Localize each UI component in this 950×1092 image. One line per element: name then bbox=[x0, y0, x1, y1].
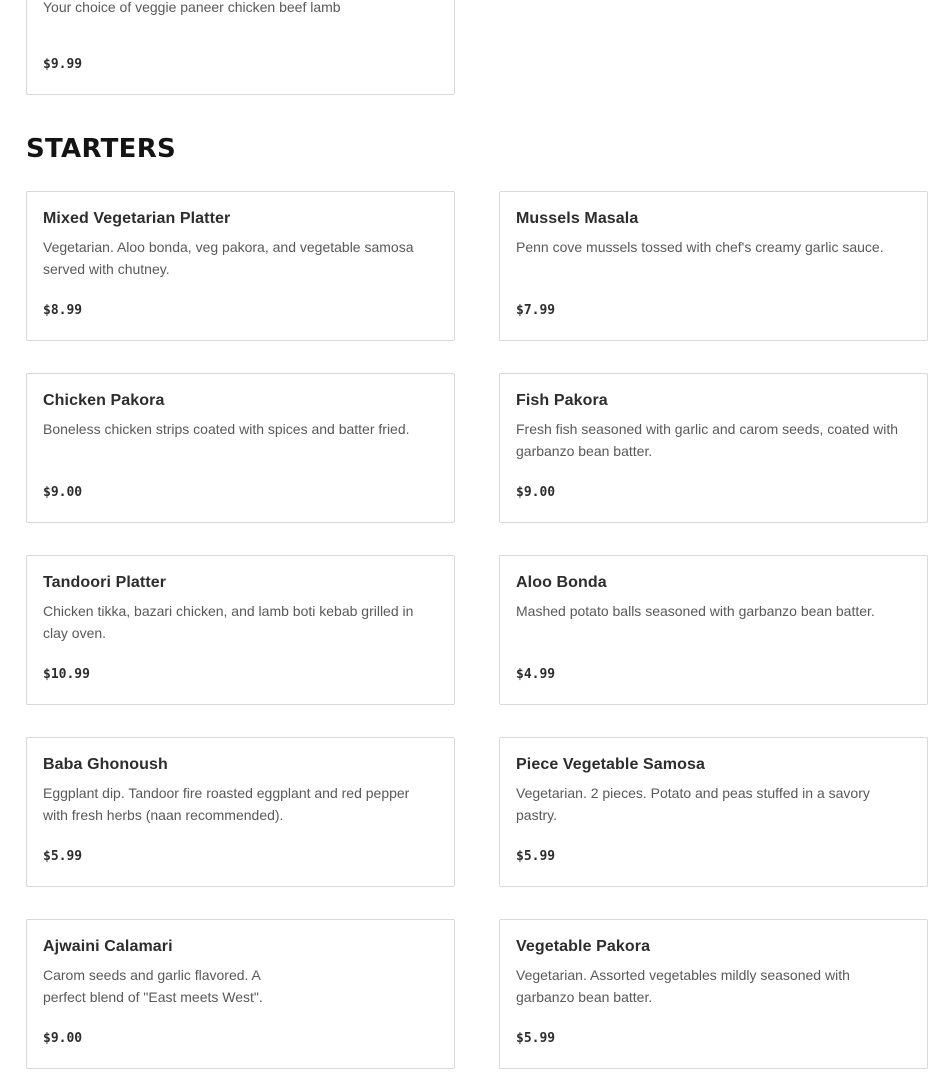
menu-item-card[interactable] bbox=[26, 373, 455, 523]
menu-item-price: $9.00 bbox=[516, 485, 556, 500]
menu-item-name: Chicken Pakora bbox=[43, 392, 165, 409]
menu-item-card[interactable] bbox=[26, 919, 455, 1069]
menu-item-price: $8.99 bbox=[43, 303, 83, 318]
menu-item-price: $9.00 bbox=[43, 1031, 83, 1046]
menu-item-price: $5.99 bbox=[43, 849, 83, 864]
menu-item-description: Vegetarian. Assorted vegetables mildly seasoned with garbanzo bean batter. bbox=[516, 967, 850, 1005]
menu-item-price: $4.99 bbox=[516, 667, 556, 682]
menu-item-name: Mussels Masala bbox=[516, 210, 639, 227]
menu-item-card[interactable] bbox=[26, 555, 455, 705]
menu-item-description: Carom seeds and garlic flavored. A perfect blend of "East meets West". bbox=[43, 967, 263, 1005]
menu-item-name: Baba Ghonoush bbox=[43, 756, 168, 773]
menu-item-description: Fresh fish seasoned with garlic and carom seeds, coated with garbanzo bean batter. bbox=[516, 421, 899, 459]
menu-item-price: $9.99 bbox=[43, 57, 83, 72]
menu-item-name: Vegetable Pakora bbox=[516, 938, 651, 955]
menu-item-description: Eggplant dip. Tandoor fire roasted eggplant and red pepper with fresh herbs (naan recommended). bbox=[43, 785, 410, 823]
menu-item-name: Mixed Vegetarian Platter bbox=[43, 210, 231, 227]
menu-item-card[interactable] bbox=[499, 737, 928, 887]
menu-item-description: Mashed potato balls seasoned with garbanzo bean batter. bbox=[516, 603, 875, 619]
menu-item-card-previous[interactable] bbox=[26, 0, 455, 95]
menu-item-card[interactable] bbox=[499, 373, 928, 523]
menu-item-price: $10.99 bbox=[43, 667, 90, 682]
menu-item-name: Piece Vegetable Samosa bbox=[516, 756, 705, 773]
menu-item-card[interactable] bbox=[499, 191, 928, 341]
menu-item-card[interactable] bbox=[499, 555, 928, 705]
menu-item-card[interactable] bbox=[26, 191, 455, 341]
menu-item-description: Vegetarian. Aloo bonda, veg pakora, and vegetable samosa served with chutney. bbox=[43, 239, 414, 277]
menu-item-name: Ajwaini Calamari bbox=[43, 938, 173, 955]
menu-item-card[interactable] bbox=[26, 737, 455, 887]
menu-item-description: Penn cove mussels tossed with chef's creamy garlic sauce. bbox=[516, 239, 884, 255]
menu-item-price: $5.99 bbox=[516, 1031, 556, 1046]
menu-item-price: $5.99 bbox=[516, 849, 556, 864]
menu-item-name: Aloo Bonda bbox=[516, 574, 607, 591]
menu-item-card[interactable] bbox=[499, 919, 928, 1069]
menu-item-description: Boneless chicken strips coated with spices and batter fried. bbox=[43, 421, 410, 437]
menu-item-price: $9.00 bbox=[43, 485, 83, 500]
section-title: STARTERS bbox=[26, 134, 177, 164]
menu-item-name: Tandoori Platter bbox=[43, 574, 167, 591]
menu-item-name: Fish Pakora bbox=[516, 392, 608, 409]
menu-item-description: Chicken tikka, bazari chicken, and lamb boti kebab grilled in clay oven. bbox=[43, 603, 414, 641]
menu-item-description: Your choice of veggie paneer chicken beef lamb bbox=[43, 0, 341, 15]
menu-item-description: Vegetarian. 2 pieces. Potato and peas stuffed in a savory pastry. bbox=[516, 785, 870, 823]
menu-item-price: $7.99 bbox=[516, 303, 556, 318]
